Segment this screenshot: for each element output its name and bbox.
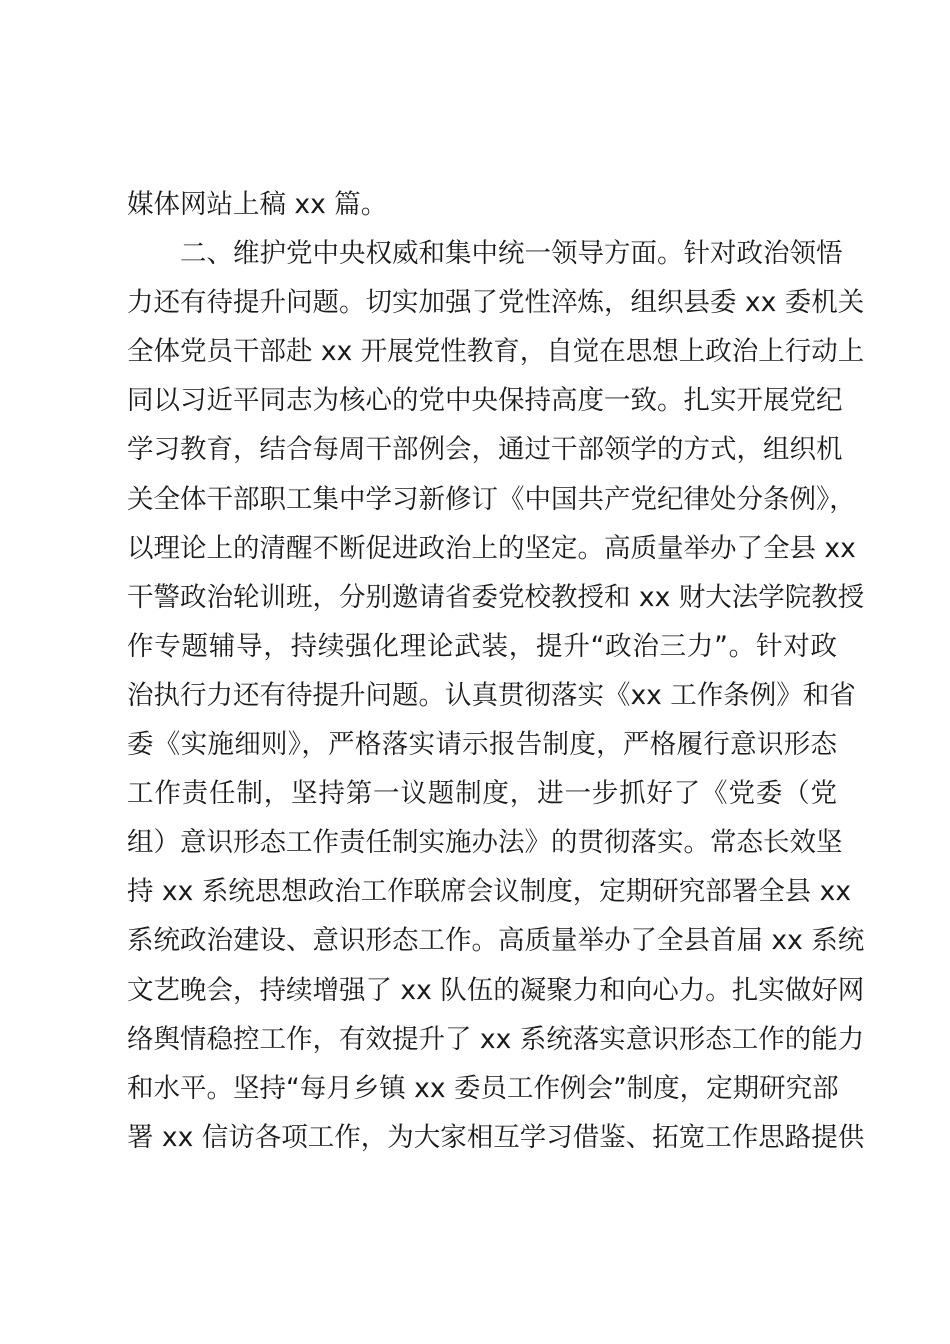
text-line: 作专题辅导，持续强化理论武装，提升“政治三力”。针对政 (127, 630, 837, 662)
text-line: 系统政治建设、意识形态工作。高质量举办了全县首届 xx 系统 (127, 925, 865, 957)
text-line: 干警政治轮训班，分别邀请省委党校教授和 xx 财大法学院教授 (127, 581, 865, 613)
text-line: 组）意识形态工作责任制实施办法》的贯彻落实。常态长效坚 (127, 827, 843, 859)
text-line: 学习教育，结合每周干部例会，通过干部领学的方式，组织机 (127, 434, 843, 466)
text-line: 络舆情稳控工作，有效提升了 xx 系统落实意识形态工作的能力 (127, 1023, 865, 1055)
text-line: 和水平。坚持“每月乡镇 xx 委员工作例会”制度，定期研究部 (127, 1072, 839, 1104)
text-line: 以理论上的清醒不断促进政治上的坚定。高质量举办了全县 xx (127, 532, 856, 564)
paragraph-end-line: 媒体网站上稿 xx 篇。 (127, 189, 388, 220)
text-line: 持 xx 系统思想政治工作联席会议制度，定期研究部署全县 xx (127, 876, 852, 908)
paragraph-start-line: 二、维护党中央权威和集中统一领导方面。针对政治领悟 (180, 238, 843, 270)
text-line: 同以习近平同志为核心的党中央保持高度一致。扎实开展党纪 (127, 385, 843, 417)
text-line: 全体党员干部赴 xx 开展党性教育，自觉在思想上政治上行动上 (127, 336, 865, 368)
text-line: 关全体干部职工集中学习新修订《中国共产党纪律处分条例》， (127, 483, 856, 515)
text-line: 力还有待提升问题。切实加强了党性淬炼，组织县委 xx 委机关 (127, 287, 865, 319)
text-line: 委《实施细则》，严格落实请示报告制度，严格履行意识形态 (127, 729, 837, 761)
text-line: 文艺晚会，持续增强了 xx 队伍的凝聚力和向心力。扎实做好网 (127, 974, 865, 1006)
text-line: 治执行力还有待提升问题。认真贯彻落实《xx 工作条例》和省 (127, 679, 856, 711)
body-text (127, 180, 865, 1162)
text-line: 署 xx 信访各项工作，为大家相互学习借鉴、拓宽工作思路提供 (127, 1121, 865, 1153)
text-line: 工作责任制，坚持第一议题制度，进一步抓好了《党委（党 (127, 778, 837, 810)
